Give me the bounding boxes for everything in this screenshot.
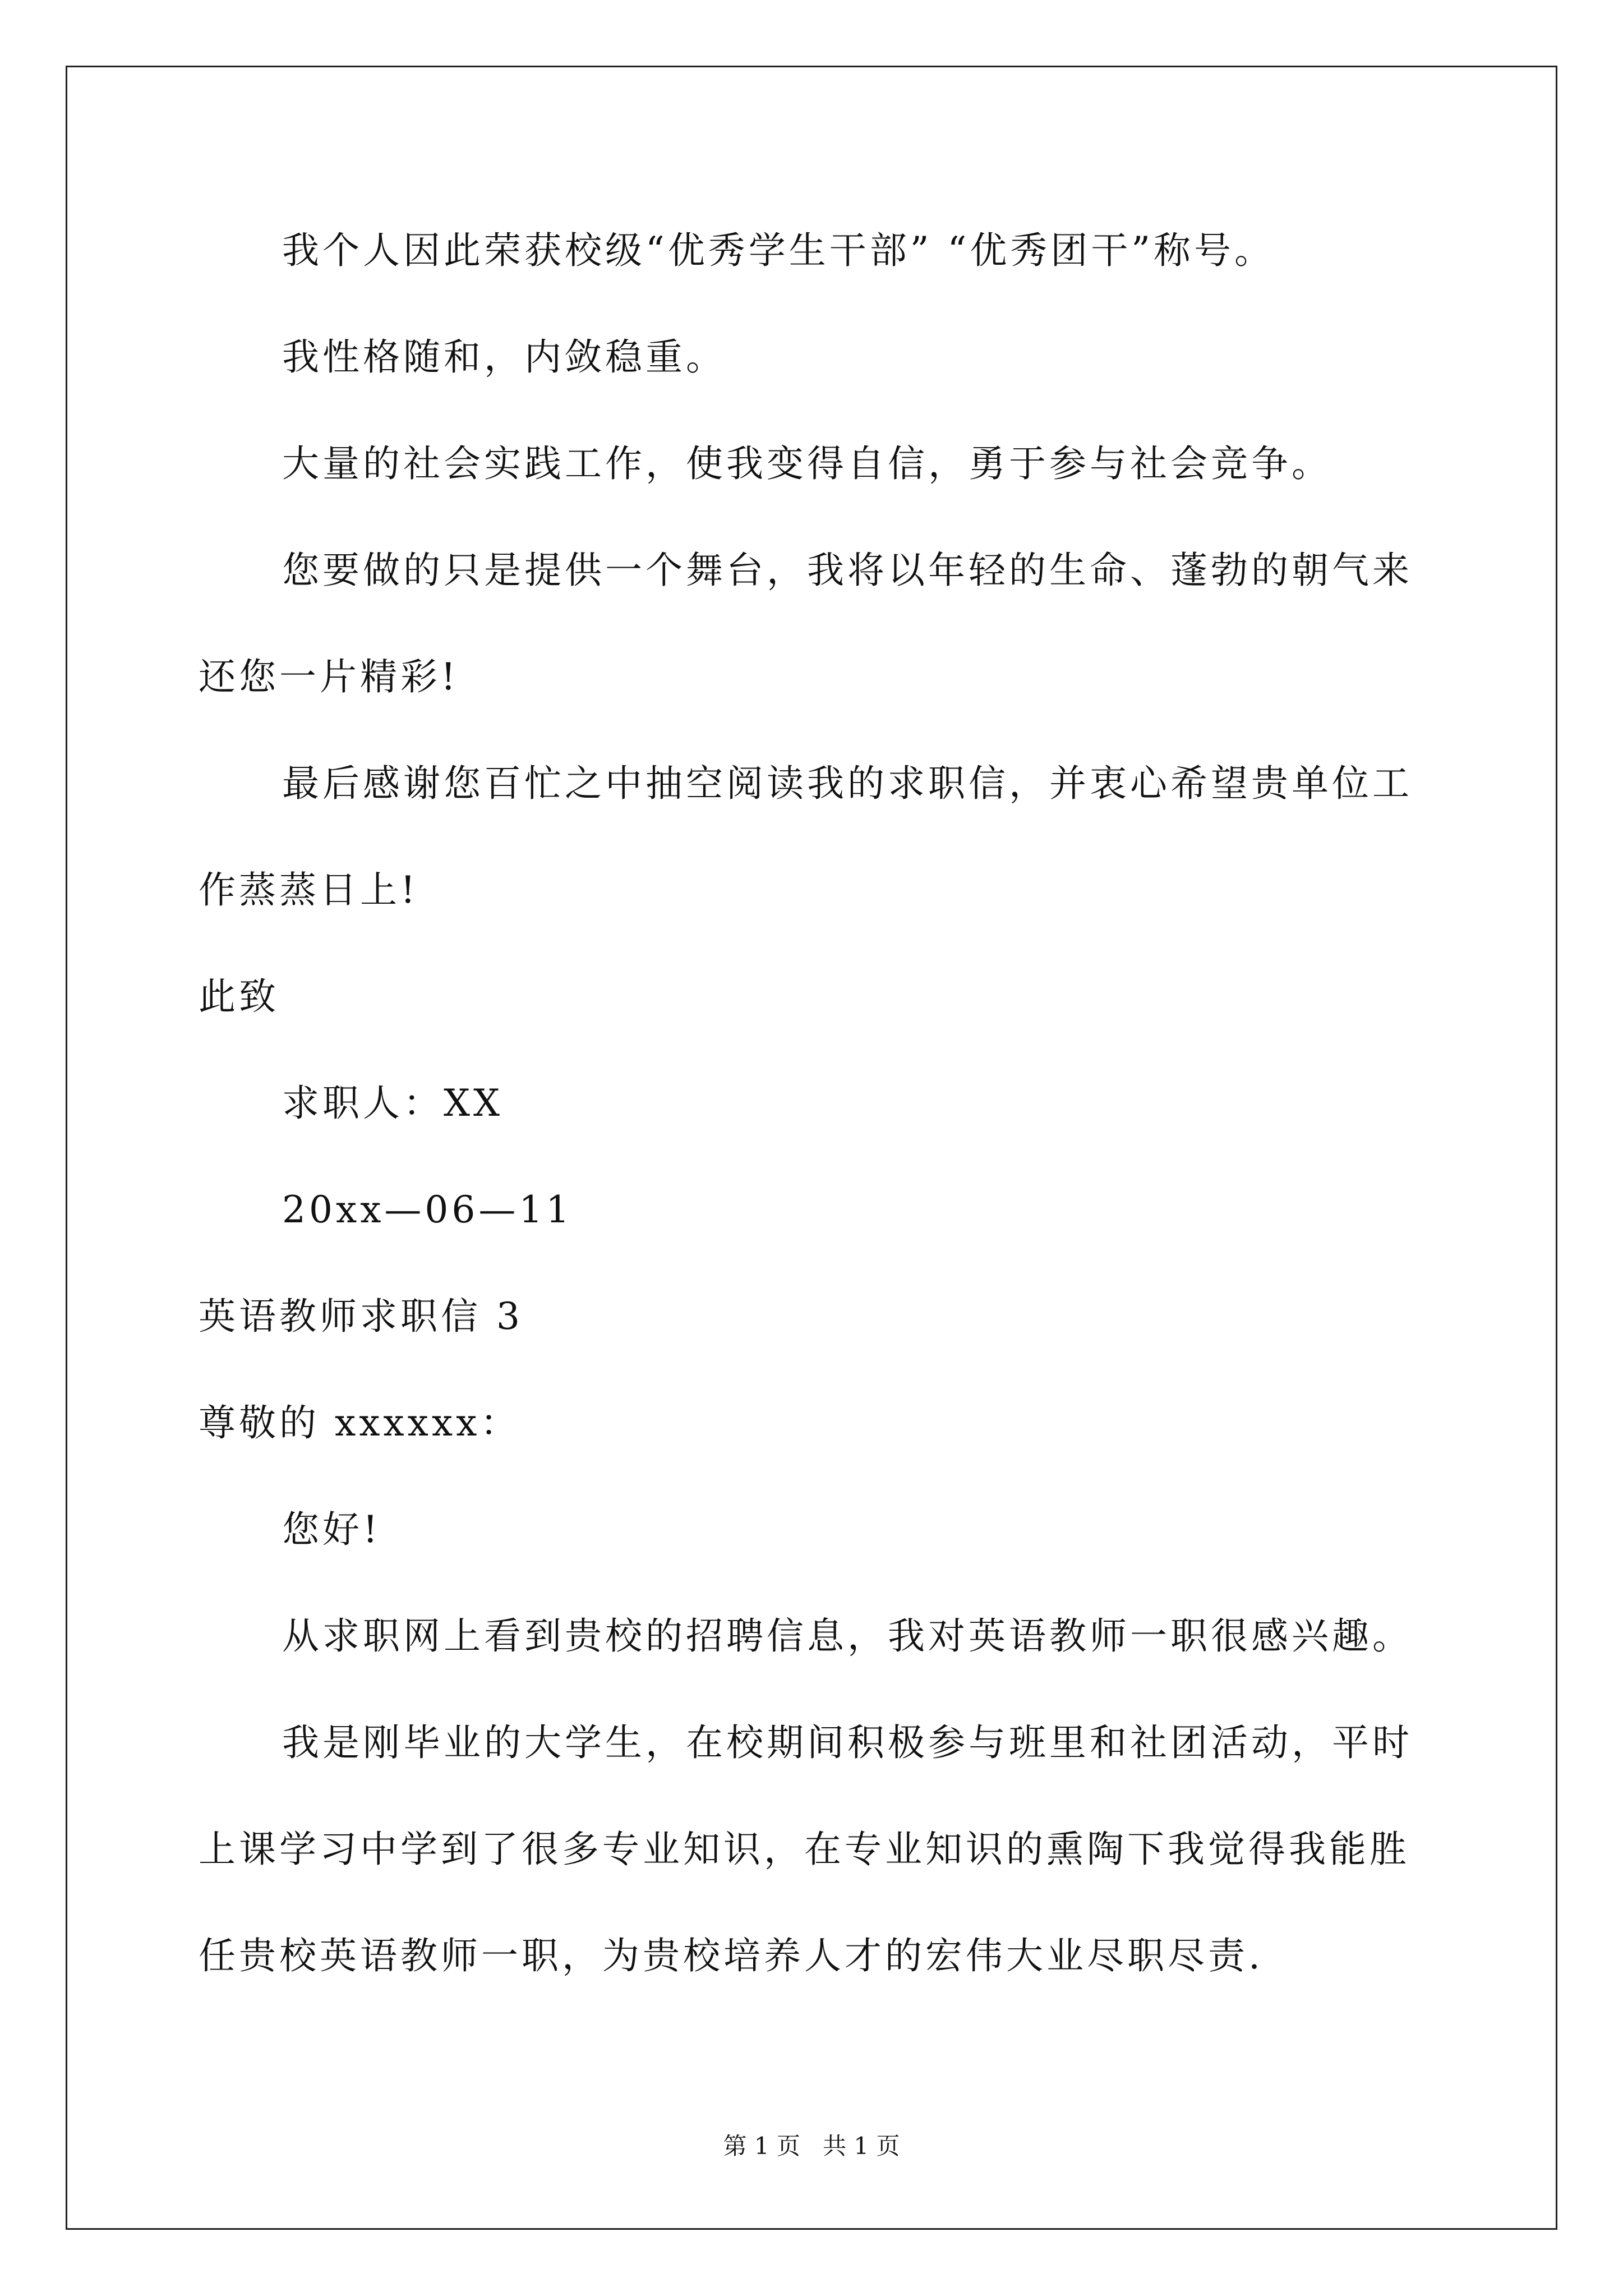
body-paragraph: 最后感谢您百忙之中抽空阅读我的求职信，并衷心希望贵单位工 — [282, 762, 1413, 805]
body-paragraph: 大量的社会实践工作，使我变得自信，勇于参与社会竞争。 — [282, 442, 1332, 485]
body-paragraph: 我个人因此荣获校级“优秀学生干部” “优秀团干”称号。 — [282, 229, 1275, 272]
closing-salutation: 此致 — [199, 975, 279, 1018]
body-paragraph: 我是刚毕业的大学生，在校期间积极参与班里和社团活动，平时 — [282, 1721, 1413, 1764]
body-paragraph-continuation: 上课学习中学到了很多专业知识，在专业知识的熏陶下我觉得我能胜 — [199, 1828, 1410, 1871]
body-paragraph-continuation: 任贵校英语教师一职，为贵校培养人才的宏伟大业尽职尽责. — [199, 1934, 1264, 1977]
body-paragraph: 我性格随和，内敛稳重。 — [282, 335, 726, 379]
section-title: 英语教师求职信 3 — [199, 1295, 523, 1338]
greeting: 您好! — [282, 1508, 381, 1551]
signature-name: 求职人：XX — [282, 1082, 503, 1125]
body-paragraph: 您要做的只是提供一个舞台，我将以年轻的生命、蓬勃的朝气来 — [282, 549, 1413, 592]
body-paragraph-continuation: 作蒸蒸日上! — [199, 868, 419, 912]
signature-date: 20xx—06—11 — [282, 1188, 573, 1231]
page-footer: 第 1 页 共 1 页 — [723, 2132, 900, 2160]
body-paragraph-continuation: 还您一片精彩! — [199, 655, 459, 698]
page-border — [66, 66, 1557, 2230]
body-paragraph: 从求职网上看到贵校的招聘信息，我对英语教师一职很感兴趣。 — [282, 1614, 1413, 1658]
greeting-recipient: 尊敬的 xxxxxx： — [199, 1401, 521, 1444]
